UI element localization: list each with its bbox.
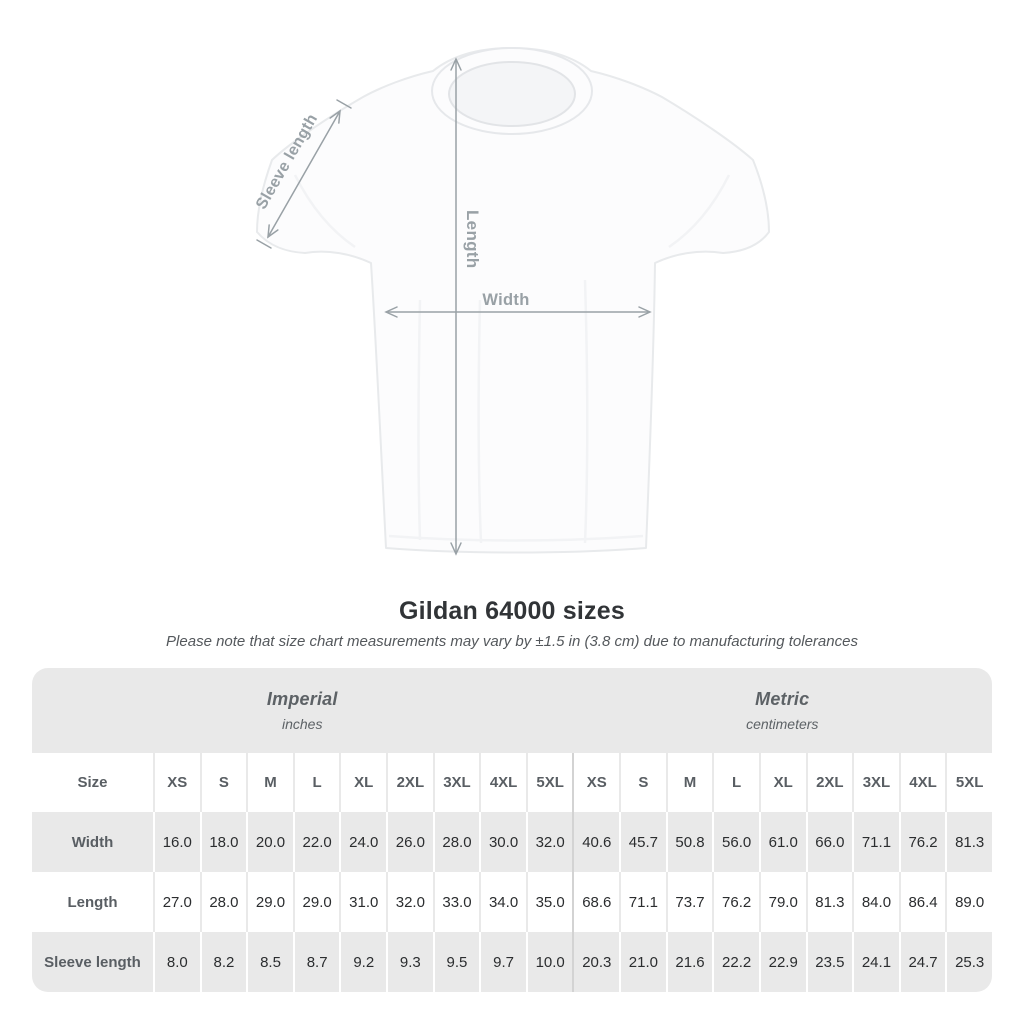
width-value-cell: 20.0 bbox=[246, 812, 293, 872]
row-label: Length bbox=[67, 893, 118, 911]
length-row bbox=[32, 872, 992, 932]
sleeve-value-cell: 25.3 bbox=[945, 932, 992, 992]
sleeve-value-cell: 20.3 bbox=[572, 932, 619, 992]
imperial-unit: inches bbox=[282, 716, 323, 732]
sleeve-value-cell: 22.9 bbox=[759, 932, 806, 992]
sleeve-value-cell: 8.5 bbox=[246, 932, 293, 992]
width-row bbox=[32, 812, 992, 872]
size-header-cell: 4XL bbox=[479, 753, 526, 812]
sleeve-length-row bbox=[32, 932, 992, 992]
length-value-cell: 27.0 bbox=[153, 872, 200, 932]
length-value-cell: 84.0 bbox=[852, 872, 899, 932]
size-header-cell: 4XL bbox=[899, 753, 946, 812]
size-header-cell: 3XL bbox=[852, 753, 899, 812]
size-header-cell: 2XL bbox=[806, 753, 853, 812]
sleeve-value-cell: 9.5 bbox=[433, 932, 480, 992]
size-header-cell: S bbox=[200, 753, 247, 812]
length-value-cell: 34.0 bbox=[479, 872, 526, 932]
sleeve-value-cell: 8.2 bbox=[200, 932, 247, 992]
size-table-card bbox=[32, 668, 992, 992]
sleeve-value-cell: 24.7 bbox=[899, 932, 946, 992]
length-value-cell: 35.0 bbox=[526, 872, 573, 932]
size-header-cell: XL bbox=[339, 753, 386, 812]
size-header-row bbox=[32, 753, 992, 812]
length-value-cell: 86.4 bbox=[899, 872, 946, 932]
length-value-cell: 32.0 bbox=[386, 872, 433, 932]
size-header-cell: 5XL bbox=[526, 753, 573, 812]
width-value-cell: 28.0 bbox=[433, 812, 480, 872]
width-value-cell: 71.1 bbox=[852, 812, 899, 872]
length-value-cell: 33.0 bbox=[433, 872, 480, 932]
collar-opening bbox=[449, 62, 575, 126]
length-value-cell: 31.0 bbox=[339, 872, 386, 932]
page-title: Gildan 64000 sizes bbox=[399, 597, 625, 625]
sleeve-value-cell: 9.7 bbox=[479, 932, 526, 992]
width-value-cell: 81.3 bbox=[945, 812, 992, 872]
sleeve-value-cell: 22.2 bbox=[712, 932, 759, 992]
size-header-cell: 2XL bbox=[386, 753, 433, 812]
unit-header-row bbox=[32, 668, 992, 753]
size-table bbox=[32, 668, 992, 992]
size-header-cell: XS bbox=[572, 753, 619, 812]
sleeve-value-cell: 8.7 bbox=[293, 932, 340, 992]
length-value-cell: 73.7 bbox=[666, 872, 713, 932]
sleeve-value-cell: 24.1 bbox=[852, 932, 899, 992]
width-value-cell: 56.0 bbox=[712, 812, 759, 872]
length-value-cell: 79.0 bbox=[759, 872, 806, 932]
length-value-cell: 71.1 bbox=[619, 872, 666, 932]
width-value-cell: 16.0 bbox=[153, 812, 200, 872]
width-label: Width bbox=[482, 291, 530, 309]
size-header-cell: 5XL bbox=[945, 753, 992, 812]
sleeve-value-cell: 21.0 bbox=[619, 932, 666, 992]
size-header-cell: S bbox=[619, 753, 666, 812]
sleeve-value-cell: 21.6 bbox=[666, 932, 713, 992]
sleeve-value-cell: 9.3 bbox=[386, 932, 433, 992]
width-value-cell: 24.0 bbox=[339, 812, 386, 872]
size-header-cell: M bbox=[666, 753, 713, 812]
length-label: Length bbox=[463, 210, 482, 269]
tolerance-note: Please note that size chart measurements may vary by ±1.5 in (3.8 cm) due to manufacturing tolerances bbox=[166, 633, 858, 650]
sleeve-length-label: Sleeve length bbox=[252, 111, 322, 213]
size-header-cell: M bbox=[246, 753, 293, 812]
imperial-title: Imperial bbox=[266, 689, 338, 709]
size-header-cell: L bbox=[293, 753, 340, 812]
size-header-cell: XL bbox=[759, 753, 806, 812]
size-header-cell: 3XL bbox=[433, 753, 480, 812]
width-value-cell: 50.8 bbox=[666, 812, 713, 872]
row-label: Width bbox=[71, 833, 114, 851]
length-value-cell: 81.3 bbox=[806, 872, 853, 932]
length-value-cell: 68.6 bbox=[572, 872, 619, 932]
width-value-cell: 76.2 bbox=[899, 812, 946, 872]
length-value-cell: 76.2 bbox=[712, 872, 759, 932]
width-value-cell: 32.0 bbox=[526, 812, 573, 872]
metric-header-cell bbox=[572, 668, 992, 753]
width-value-cell: 18.0 bbox=[200, 812, 247, 872]
length-value-cell: 28.0 bbox=[200, 872, 247, 932]
size-column-header: Size bbox=[77, 774, 108, 791]
length-value-cell: 89.0 bbox=[945, 872, 992, 932]
width-value-cell: 30.0 bbox=[479, 812, 526, 872]
sleeve-value-cell: 9.2 bbox=[339, 932, 386, 992]
width-value-cell: 61.0 bbox=[759, 812, 806, 872]
metric-unit: centimeters bbox=[746, 716, 819, 732]
size-header-cell: L bbox=[712, 753, 759, 812]
sleeve-value-cell: 8.0 bbox=[153, 932, 200, 992]
metric-title: Metric bbox=[755, 689, 810, 709]
width-value-cell: 22.0 bbox=[293, 812, 340, 872]
length-value-cell: 29.0 bbox=[246, 872, 293, 932]
imperial-header-cell bbox=[32, 668, 572, 753]
row-label: Sleeve length bbox=[44, 953, 141, 971]
width-value-cell: 40.6 bbox=[572, 812, 619, 872]
size-header-cell: XS bbox=[153, 753, 200, 812]
width-value-cell: 45.7 bbox=[619, 812, 666, 872]
length-value-cell: 29.0 bbox=[293, 872, 340, 932]
width-value-cell: 66.0 bbox=[806, 812, 853, 872]
sleeve-value-cell: 23.5 bbox=[806, 932, 853, 992]
width-value-cell: 26.0 bbox=[386, 812, 433, 872]
sleeve-value-cell: 10.0 bbox=[526, 932, 573, 992]
